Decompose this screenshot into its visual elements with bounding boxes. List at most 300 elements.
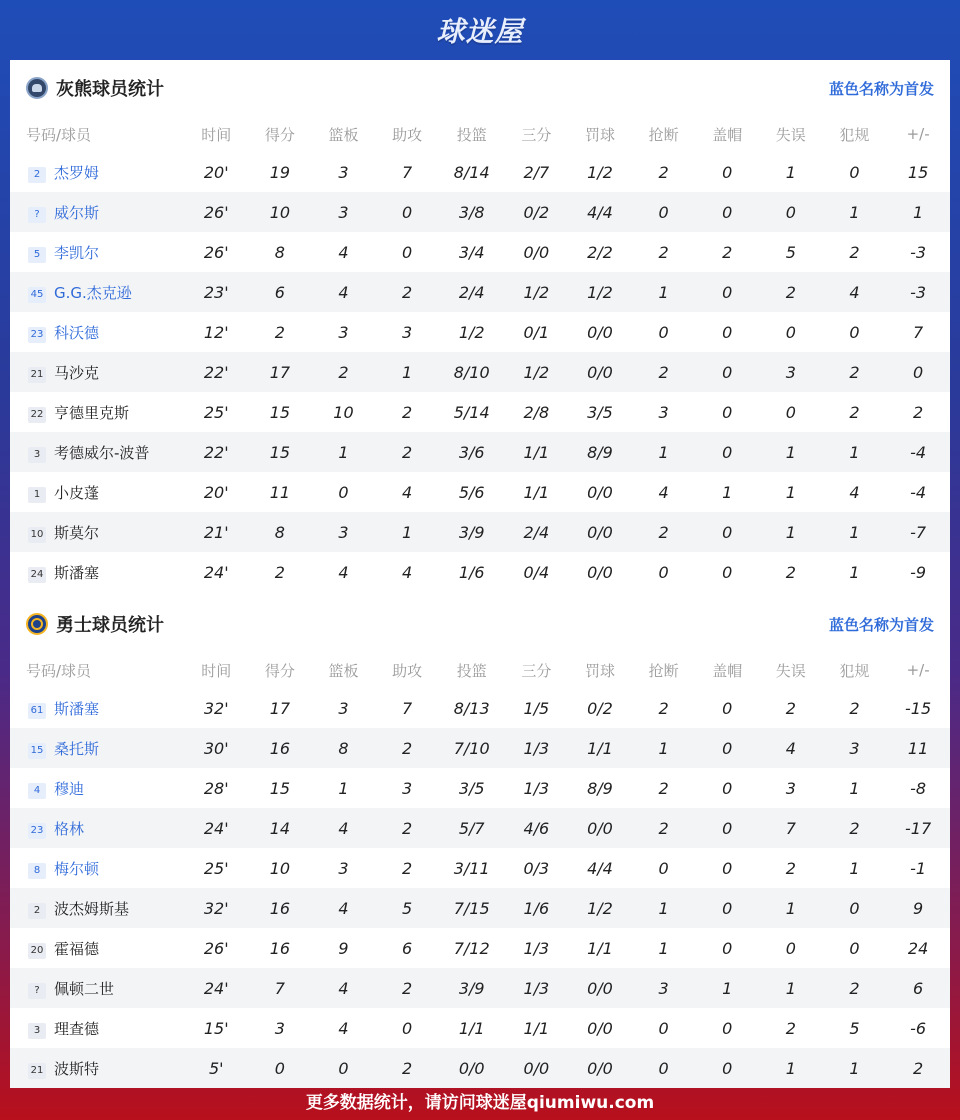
- player-row[interactable]: [10, 888, 950, 928]
- stat-cell: -15: [905, 698, 932, 718]
- player-name[interactable]: 科沃德: [54, 323, 100, 342]
- jersey-number-badge: ?: [28, 983, 46, 999]
- stat-cell: 2: [849, 242, 860, 262]
- stat-cell: 0: [785, 938, 796, 958]
- column-header: 失误: [775, 125, 806, 144]
- stat-cell: 16: [248, 888, 312, 928]
- stat-cell: 0: [722, 778, 733, 798]
- stat-cell: 2: [375, 432, 439, 472]
- stat-cell: 2: [849, 402, 860, 422]
- player-name[interactable]: G.G.杰克逊: [54, 283, 132, 302]
- stat-cell: 1/1: [523, 1018, 550, 1038]
- stat-cell: 10: [333, 402, 354, 422]
- stat-cell: 0/0: [568, 512, 632, 552]
- stat-cell: 6: [886, 968, 950, 1008]
- stat-cell: 3: [338, 162, 349, 182]
- stat-cell: 1: [823, 512, 887, 552]
- stat-cell: 3/5: [458, 778, 485, 798]
- stat-cell: 1: [695, 968, 759, 1008]
- team-title: 灰熊球员统计: [56, 79, 164, 100]
- stat-cell: 0/0: [587, 562, 613, 582]
- stat-cell: 0/0: [568, 1048, 632, 1088]
- player-cell: [10, 472, 184, 512]
- stat-cell: 3/6: [439, 432, 505, 472]
- stat-cell: 0: [722, 1018, 733, 1038]
- stat-cell: 24': [184, 968, 248, 1008]
- jersey-number-badge: 3: [28, 1023, 46, 1039]
- column-header: 助攻: [392, 125, 423, 144]
- stat-cell: 3: [338, 322, 349, 342]
- stat-cell: 2/4: [505, 512, 569, 552]
- jersey-number-badge: ?: [28, 207, 46, 223]
- stat-cell: 2: [658, 778, 669, 798]
- player-name[interactable]: 佩顿二世: [54, 979, 115, 998]
- stat-cell: 2: [312, 352, 376, 392]
- stat-cell: -3: [910, 242, 927, 262]
- stat-cell: 1/2: [505, 272, 569, 312]
- top-banner: [0, 0, 960, 60]
- stat-cell: 0: [722, 938, 733, 958]
- stat-cell: 0: [658, 322, 669, 342]
- stat-cell: 4: [658, 482, 669, 502]
- stat-cell: 2: [658, 162, 669, 182]
- stat-cell: 2: [823, 808, 887, 848]
- stat-cell: 0: [695, 432, 759, 472]
- stat-cell: 1/3: [523, 938, 550, 958]
- stat-cell: 0: [759, 192, 823, 232]
- stat-cell: 2: [375, 808, 439, 848]
- jersey-number-badge: 24: [28, 567, 46, 583]
- player-name[interactable]: 格林: [54, 819, 85, 838]
- column-header: 得分: [264, 125, 295, 144]
- stat-cell: 4/6: [505, 808, 569, 848]
- stat-cell: 0: [695, 272, 759, 312]
- player-cell: [10, 392, 184, 432]
- player-stats-table: [10, 116, 950, 592]
- stat-cell: 3/9: [439, 968, 505, 1008]
- stat-cell: 7/12: [453, 938, 490, 958]
- stat-cell: 2: [658, 242, 669, 262]
- stat-cell: 0: [632, 192, 696, 232]
- player-cell: [10, 312, 184, 352]
- stat-cell: 0/0: [505, 1048, 569, 1088]
- stat-cell: 32': [184, 888, 248, 928]
- column-header: 时间: [201, 661, 232, 680]
- stat-cell: 0/0: [568, 352, 632, 392]
- player-name[interactable]: 李凯尔: [54, 243, 100, 262]
- stat-cell: 1: [759, 432, 823, 472]
- stat-cell: 2/7: [523, 162, 550, 182]
- stat-cell: 25': [203, 858, 229, 878]
- column-header: 投篮: [456, 125, 487, 144]
- stat-cell: 1/2: [458, 322, 485, 342]
- stat-cell: -17: [886, 808, 950, 848]
- player-row[interactable]: [10, 848, 950, 888]
- stat-cell: 4: [823, 272, 887, 312]
- player-name[interactable]: 理查德: [54, 1019, 100, 1038]
- stat-cell: 0: [823, 888, 887, 928]
- player-name[interactable]: 亨德里克斯: [54, 403, 130, 422]
- column-header: 犯规: [839, 125, 870, 144]
- player-cell: [10, 552, 184, 592]
- site-logo: 球迷屋: [436, 15, 524, 48]
- jersey-number-badge: 5: [28, 247, 46, 263]
- table-header-row: [10, 652, 950, 688]
- player-cell: [10, 432, 184, 472]
- player-row[interactable]: [10, 232, 950, 272]
- stat-cell: 2/8: [523, 402, 550, 422]
- player-cell: [10, 848, 184, 888]
- stat-cell: -4: [910, 482, 927, 502]
- stat-cell: 0: [695, 728, 759, 768]
- player-name[interactable]: 波杰姆斯基: [54, 899, 130, 918]
- stat-cell: 4: [401, 562, 413, 582]
- stat-cell: 0: [695, 512, 759, 552]
- stat-cell: 3: [785, 778, 796, 798]
- stat-cell: 3: [312, 512, 376, 552]
- stat-cell: 7: [913, 322, 924, 342]
- stat-cell: 0: [722, 322, 733, 342]
- stat-cell: 1: [632, 432, 696, 472]
- stat-cell: 3/5: [587, 402, 613, 422]
- stat-cell: 1: [823, 1048, 887, 1088]
- stat-cell: 22': [184, 352, 248, 392]
- team-title: 勇士球员统计: [56, 615, 164, 636]
- column-header: 失误: [775, 661, 806, 680]
- stat-cell: 2: [658, 698, 669, 718]
- player-name[interactable]: 穆迪: [54, 779, 85, 798]
- player-row[interactable]: [10, 352, 950, 392]
- stat-cell: 0/0: [568, 808, 632, 848]
- jersey-number-badge: 23: [28, 327, 46, 343]
- stat-cell: 3: [338, 698, 349, 718]
- stat-cell: -4: [886, 432, 950, 472]
- stat-cell: 4: [338, 1018, 349, 1038]
- player-cell: [10, 152, 184, 192]
- player-row[interactable]: [10, 768, 950, 808]
- stat-cell: 2: [375, 728, 439, 768]
- stat-cell: 0: [695, 808, 759, 848]
- jersey-number-badge: 2: [28, 167, 46, 183]
- stat-cell: 0: [849, 162, 860, 182]
- stat-cell: 1/5: [523, 698, 550, 718]
- column-header: 盖帽: [712, 661, 743, 680]
- player-row[interactable]: [10, 688, 950, 728]
- stat-cell: 1: [823, 432, 887, 472]
- stat-cell: 30': [184, 728, 248, 768]
- stat-cell: 0: [338, 482, 349, 502]
- stat-cell: 15: [248, 432, 312, 472]
- stat-cell: 28': [203, 778, 229, 798]
- stat-cell: 16: [269, 938, 291, 958]
- stat-cell: 2: [785, 562, 796, 582]
- player-row[interactable]: [10, 728, 950, 768]
- stat-cell: 2: [401, 858, 413, 878]
- stat-cell: 2: [913, 402, 924, 422]
- stat-cell: 1: [338, 778, 349, 798]
- stat-cell: 0: [722, 698, 733, 718]
- stat-cell: 2: [375, 1048, 439, 1088]
- player-cell: [10, 888, 184, 928]
- stat-cell: 0: [722, 858, 733, 878]
- stat-cell: 4: [312, 968, 376, 1008]
- stat-cell: 3: [658, 402, 669, 422]
- player-row[interactable]: [10, 928, 950, 968]
- player-name[interactable]: 斯潘塞: [54, 563, 100, 582]
- stat-cell: 4: [338, 242, 349, 262]
- player-row[interactable]: [10, 152, 950, 192]
- stat-cell: 3: [759, 352, 823, 392]
- stat-cell: 15: [269, 402, 291, 422]
- stat-cell: 5/14: [453, 402, 490, 422]
- grizzlies-logo-icon: [26, 77, 48, 99]
- player-row[interactable]: [10, 472, 950, 512]
- stat-cell: 17: [248, 352, 312, 392]
- player-name[interactable]: 马沙克: [54, 363, 100, 382]
- column-header: 抢断: [648, 661, 679, 680]
- stat-cell: 3/8: [439, 192, 505, 232]
- stat-cell: 2: [722, 242, 733, 262]
- stat-cell: 17: [269, 698, 291, 718]
- stat-cell: 0/0: [439, 1048, 505, 1088]
- jersey-number-badge: 21: [28, 367, 46, 383]
- stat-cell: 4/4: [587, 858, 613, 878]
- stat-cell: 1/1: [505, 432, 569, 472]
- column-header: 投篮: [456, 661, 487, 680]
- stat-cell: 25': [203, 402, 229, 422]
- stat-cell: 3: [823, 728, 887, 768]
- stat-cell: 1/6: [505, 888, 569, 928]
- jersey-number-badge: 1: [28, 487, 46, 503]
- stat-cell: 11: [269, 482, 291, 502]
- stat-cell: 1: [722, 482, 733, 502]
- stat-cell: 0: [401, 242, 413, 262]
- player-row[interactable]: [10, 432, 950, 472]
- player-row[interactable]: [10, 512, 950, 552]
- player-name[interactable]: 梅尔顿: [54, 859, 100, 878]
- stat-cell: 5: [785, 242, 796, 262]
- stat-cell: 0: [695, 888, 759, 928]
- stat-cell: 1/3: [523, 778, 550, 798]
- stat-cell: 0: [849, 938, 860, 958]
- column-header: 助攻: [392, 661, 423, 680]
- player-name[interactable]: 小皮蓬: [54, 483, 100, 502]
- stat-cell: 5': [184, 1048, 248, 1088]
- stat-cell: 0/0: [587, 322, 613, 342]
- stat-cell: -3: [886, 272, 950, 312]
- stat-cell: 8/9: [587, 778, 613, 798]
- stat-cell: 2: [632, 808, 696, 848]
- stat-cell: 11: [886, 728, 950, 768]
- stat-cell: 7: [401, 698, 413, 718]
- stat-cell: 0: [632, 1048, 696, 1088]
- stat-cell: 0/0: [523, 242, 550, 262]
- starter-legend: 蓝色名称为首发: [828, 79, 934, 98]
- stat-cell: 1/3: [505, 968, 569, 1008]
- jersey-number-badge: 61: [28, 703, 46, 719]
- player-cell: [10, 928, 184, 968]
- stat-cell: 1/3: [505, 728, 569, 768]
- stat-cell: 7: [401, 162, 413, 182]
- stat-cell: 7: [759, 808, 823, 848]
- player-row[interactable]: [10, 1008, 950, 1048]
- stat-cell: 1/6: [458, 562, 485, 582]
- stat-cell: 8: [248, 512, 312, 552]
- stat-cell: 4: [849, 482, 860, 502]
- stat-cell: 14: [248, 808, 312, 848]
- player-row[interactable]: [10, 272, 950, 312]
- stat-cell: 2: [274, 562, 285, 582]
- stat-cell: 2: [375, 272, 439, 312]
- stat-cell: 1: [849, 562, 860, 582]
- column-header: 得分: [264, 661, 295, 680]
- stat-cell: 1: [632, 728, 696, 768]
- stat-cell: 0: [785, 322, 796, 342]
- stat-cell: 8: [274, 242, 285, 262]
- stat-cell: -7: [886, 512, 950, 552]
- player-name[interactable]: 威尔斯: [54, 203, 100, 222]
- player-cell: [10, 968, 184, 1008]
- stat-cell: -9: [910, 562, 927, 582]
- column-header: 时间: [201, 125, 232, 144]
- stat-cell: 15: [907, 162, 929, 182]
- jersey-number-badge: 15: [28, 743, 46, 759]
- stat-cell: 1/2: [568, 272, 632, 312]
- stat-cell: -6: [910, 1018, 927, 1038]
- player-name[interactable]: 杰罗姆: [54, 163, 100, 182]
- stat-cell: 8/10: [439, 352, 505, 392]
- stat-cell: 2: [886, 1048, 950, 1088]
- stat-cell: 6: [401, 938, 413, 958]
- player-row[interactable]: [10, 392, 950, 432]
- stat-cell: 2: [785, 858, 796, 878]
- stat-cell: 2: [849, 698, 860, 718]
- stat-cell: 2: [785, 698, 796, 718]
- player-name[interactable]: 斯潘塞: [54, 699, 100, 718]
- stat-cell: 1/1: [587, 938, 613, 958]
- column-header: 抢断: [648, 125, 679, 144]
- stat-cell: 2/4: [439, 272, 505, 312]
- column-header: 罚球: [584, 661, 615, 680]
- stat-cell: 0: [375, 192, 439, 232]
- jersey-number-badge: 20: [28, 943, 46, 959]
- column-header: 号码/球员: [26, 125, 92, 144]
- stat-cell: 1: [823, 192, 887, 232]
- player-name[interactable]: 桑托斯: [54, 739, 100, 758]
- column-header: 三分: [521, 125, 552, 144]
- stat-cell: 4: [312, 808, 376, 848]
- stat-cell: 4: [759, 728, 823, 768]
- stat-cell: 9: [338, 938, 349, 958]
- stat-cell: 23': [184, 272, 248, 312]
- player-cell: [10, 768, 184, 808]
- stats-card: [10, 60, 950, 1080]
- team-section: [10, 60, 950, 596]
- stat-cell: 1/2: [505, 352, 569, 392]
- jersey-number-badge: 10: [28, 527, 46, 543]
- stat-cell: 0: [849, 322, 860, 342]
- stat-cell: 1: [785, 162, 796, 182]
- stat-cell: 3/4: [458, 242, 485, 262]
- stat-cell: 0/0: [587, 1018, 613, 1038]
- stat-cell: 15': [203, 1018, 229, 1038]
- stat-cell: 26': [203, 938, 229, 958]
- stat-cell: 1/1: [458, 1018, 485, 1038]
- player-name[interactable]: 波斯特: [54, 1059, 100, 1078]
- stat-cell: 0/2: [587, 698, 613, 718]
- stat-cell: 4: [401, 482, 413, 502]
- jersey-number-badge: 2: [28, 903, 46, 919]
- player-row[interactable]: [10, 552, 950, 592]
- team-header: [10, 60, 950, 116]
- jersey-number-badge: 3: [28, 447, 46, 463]
- stat-cell: 4: [312, 888, 376, 928]
- stat-cell: 32': [203, 698, 229, 718]
- stat-cell: 7/15: [439, 888, 505, 928]
- stat-cell: 1: [759, 1048, 823, 1088]
- player-name[interactable]: 考德威尔-波普: [54, 443, 150, 462]
- stat-cell: 1: [849, 858, 860, 878]
- stat-cell: 8/9: [568, 432, 632, 472]
- stat-cell: 3: [274, 1018, 285, 1038]
- column-header: +/-: [906, 125, 930, 143]
- stat-cell: 1/1: [568, 728, 632, 768]
- column-header: 篮板: [328, 661, 359, 680]
- player-row[interactable]: [10, 312, 950, 352]
- stat-cell: 9: [886, 888, 950, 928]
- stat-cell: 0: [248, 1048, 312, 1088]
- team-header: [10, 596, 950, 652]
- stat-cell: 1/2: [587, 162, 613, 182]
- stat-cell: 2: [401, 402, 413, 422]
- stat-cell: 1/1: [523, 482, 550, 502]
- player-cell: [10, 272, 184, 312]
- footer-text: 更多数据统计，请访问球迷屋qiumiwu.com: [305, 1092, 655, 1113]
- stat-cell: 3/11: [453, 858, 490, 878]
- player-cell: [10, 1008, 184, 1048]
- stat-cell: 1: [759, 968, 823, 1008]
- player-row[interactable]: [10, 192, 950, 232]
- stat-cell: 0: [658, 1018, 669, 1038]
- stat-cell: 1: [375, 352, 439, 392]
- stat-cell: 5/7: [439, 808, 505, 848]
- stat-cell: 8/14: [453, 162, 490, 182]
- player-cell: [10, 352, 184, 392]
- player-name[interactable]: 霍福德: [54, 939, 100, 958]
- stat-cell: 24': [203, 562, 229, 582]
- player-name[interactable]: 斯莫尔: [54, 523, 100, 542]
- stat-cell: 0/2: [505, 192, 569, 232]
- column-header: 犯规: [839, 661, 870, 680]
- stat-cell: 1: [785, 482, 796, 502]
- stat-cell: 0: [695, 192, 759, 232]
- stat-cell: 8/13: [453, 698, 490, 718]
- jersey-number-badge: 21: [28, 1063, 46, 1079]
- stat-cell: 8: [312, 728, 376, 768]
- stat-cell: 0: [658, 562, 669, 582]
- stat-cell: 2: [632, 352, 696, 392]
- stat-cell: 0/4: [523, 562, 550, 582]
- player-row[interactable]: [10, 808, 950, 848]
- stat-cell: 19: [269, 162, 291, 182]
- stat-cell: 2/2: [587, 242, 613, 262]
- player-row[interactable]: [10, 968, 950, 1008]
- stat-cell: 3: [401, 778, 413, 798]
- stat-cell: 3: [632, 968, 696, 1008]
- stat-cell: 0/3: [523, 858, 550, 878]
- stat-cell: 24: [907, 938, 929, 958]
- jersey-number-badge: 23: [28, 823, 46, 839]
